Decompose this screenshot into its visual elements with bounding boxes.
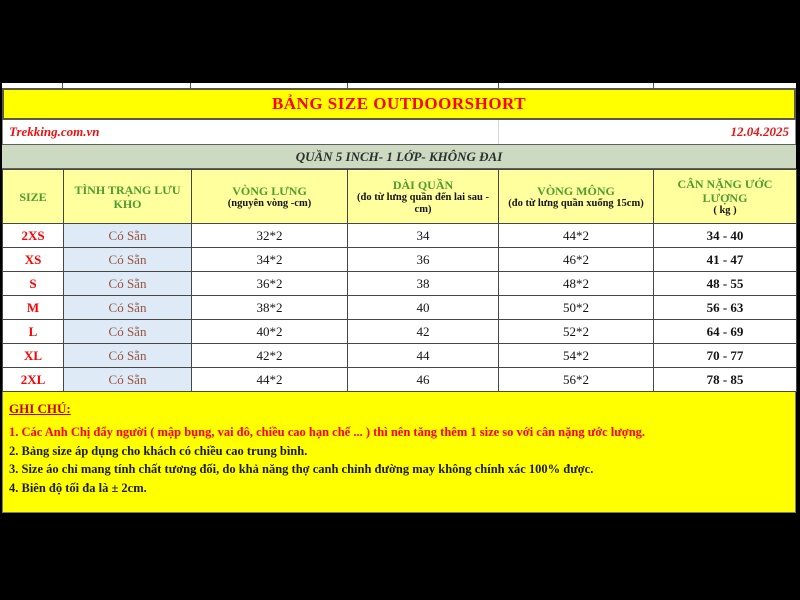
waist-cell: 44*2 [192, 368, 348, 392]
column-header-length [348, 170, 499, 224]
section-title: QUẦN 5 INCH- 1 LỚP- KHÔNG ĐAI [2, 144, 796, 169]
hip-cell: 44*2 [499, 224, 654, 248]
table-row [3, 344, 797, 368]
gridline-tick [348, 83, 500, 88]
length-cell: 38 [348, 272, 499, 296]
weight-cell: 70 - 77 [654, 344, 797, 368]
stock-cell: Có Sẵn [64, 296, 192, 320]
length-cell: 46 [348, 368, 499, 392]
table-row [3, 224, 797, 248]
page-title: BẢNG SIZE OUTDOORSHORT [271, 94, 527, 113]
column-gridline-strip [2, 83, 796, 88]
size-cell: 2XL [3, 368, 64, 392]
stock-cell: Có Sẵn [64, 248, 192, 272]
weight-cell: 34 - 40 [654, 224, 797, 248]
column-subtitle: (đo từ lưng quần xuống 15cm) [508, 197, 644, 209]
table-row [3, 248, 797, 272]
column-header-size [3, 170, 64, 224]
table-row [3, 320, 797, 344]
column-header-waist [192, 170, 348, 224]
hip-cell: 56*2 [499, 368, 654, 392]
waist-cell: 34*2 [192, 248, 348, 272]
waist-cell: 38*2 [192, 296, 348, 320]
size-sheet [2, 83, 796, 513]
column-title: DÀI QUẦN [392, 177, 454, 192]
notes-heading: GHI CHÚ: [9, 401, 71, 416]
meta-row [2, 120, 796, 144]
column-title: VÒNG LƯNG [232, 183, 307, 198]
size-cell: L [3, 320, 64, 344]
weight-cell: 56 - 63 [654, 296, 797, 320]
size-cell: XS [3, 248, 64, 272]
stock-cell: Có Sẵn [64, 224, 192, 248]
gridline-tick [654, 83, 796, 88]
weight-cell: 78 - 85 [654, 368, 797, 392]
weight-cell: 64 - 69 [654, 320, 797, 344]
stock-cell: Có Sẵn [64, 344, 192, 368]
length-cell: 34 [348, 224, 499, 248]
stock-cell: Có Sẵn [64, 320, 192, 344]
hip-cell: 48*2 [499, 272, 654, 296]
waist-cell: 40*2 [192, 320, 348, 344]
column-subtitle: (đo từ lưng quần đến lai sau - cm) [357, 191, 489, 215]
gridline-tick [63, 83, 191, 88]
column-header-stock [64, 170, 192, 224]
length-cell: 40 [348, 296, 499, 320]
note-line: 1. Các Anh Chị đẩy người ( mập bụng, vai đô, chiều cao hạn chế ... ) thì nên tăng thêm 1 size so với cân nặng ước lượng. [9, 425, 646, 439]
header-row [3, 170, 797, 224]
waist-cell: 36*2 [192, 272, 348, 296]
hip-cell: 54*2 [499, 344, 654, 368]
column-title: TÌNH TRẠNG LƯU KHO [74, 182, 181, 211]
weight-cell: 48 - 55 [654, 272, 797, 296]
size-cell: XL [3, 344, 64, 368]
stock-cell: Có Sẵn [64, 368, 192, 392]
title-banner [2, 88, 796, 120]
note-line: 3. Size áo chỉ mang tính chất tương đối, do khả năng thợ canh chỉnh đường may không chính xác 100% được. [9, 462, 594, 476]
size-cell: 2XS [3, 224, 64, 248]
table-row [3, 272, 797, 296]
website-label: Trekking.com.vn [9, 124, 100, 139]
waist-cell: 42*2 [192, 344, 348, 368]
waist-cell: 32*2 [192, 224, 348, 248]
size-cell: M [3, 296, 64, 320]
date-label: 12.04.2025 [730, 124, 789, 139]
column-subtitle: (nguyên vòng -cm) [227, 197, 312, 209]
size-table [2, 169, 797, 392]
hip-cell: 46*2 [499, 248, 654, 272]
column-subtitle: ( kg ) [713, 204, 737, 216]
table-row [3, 296, 797, 320]
size-cell: S [3, 272, 64, 296]
column-title: CÂN NẶNG ƯỚC LƯỢNG [677, 176, 773, 205]
column-header-hip [499, 170, 654, 224]
hip-cell: 52*2 [499, 320, 654, 344]
notes-section [2, 392, 796, 513]
gridline-tick [191, 83, 348, 88]
column-title: SIZE [19, 189, 47, 204]
column-title: VÒNG MÔNG [537, 183, 615, 198]
note-line: 4. Biên độ tối đa là ± 2cm. [9, 480, 147, 495]
length-cell: 44 [348, 344, 499, 368]
length-cell: 36 [348, 248, 499, 272]
stock-cell: Có Sẵn [64, 272, 192, 296]
cell-divider [498, 120, 499, 144]
gridline-tick [499, 83, 654, 88]
length-cell: 42 [348, 320, 499, 344]
weight-cell: 41 - 47 [654, 248, 797, 272]
table-row [3, 368, 797, 392]
note-line: 2. Bảng size áp dụng cho khách có chiều cao trung bình. [9, 443, 308, 458]
gridline-tick [2, 83, 63, 88]
column-header-weight [654, 170, 797, 224]
hip-cell: 50*2 [499, 296, 654, 320]
